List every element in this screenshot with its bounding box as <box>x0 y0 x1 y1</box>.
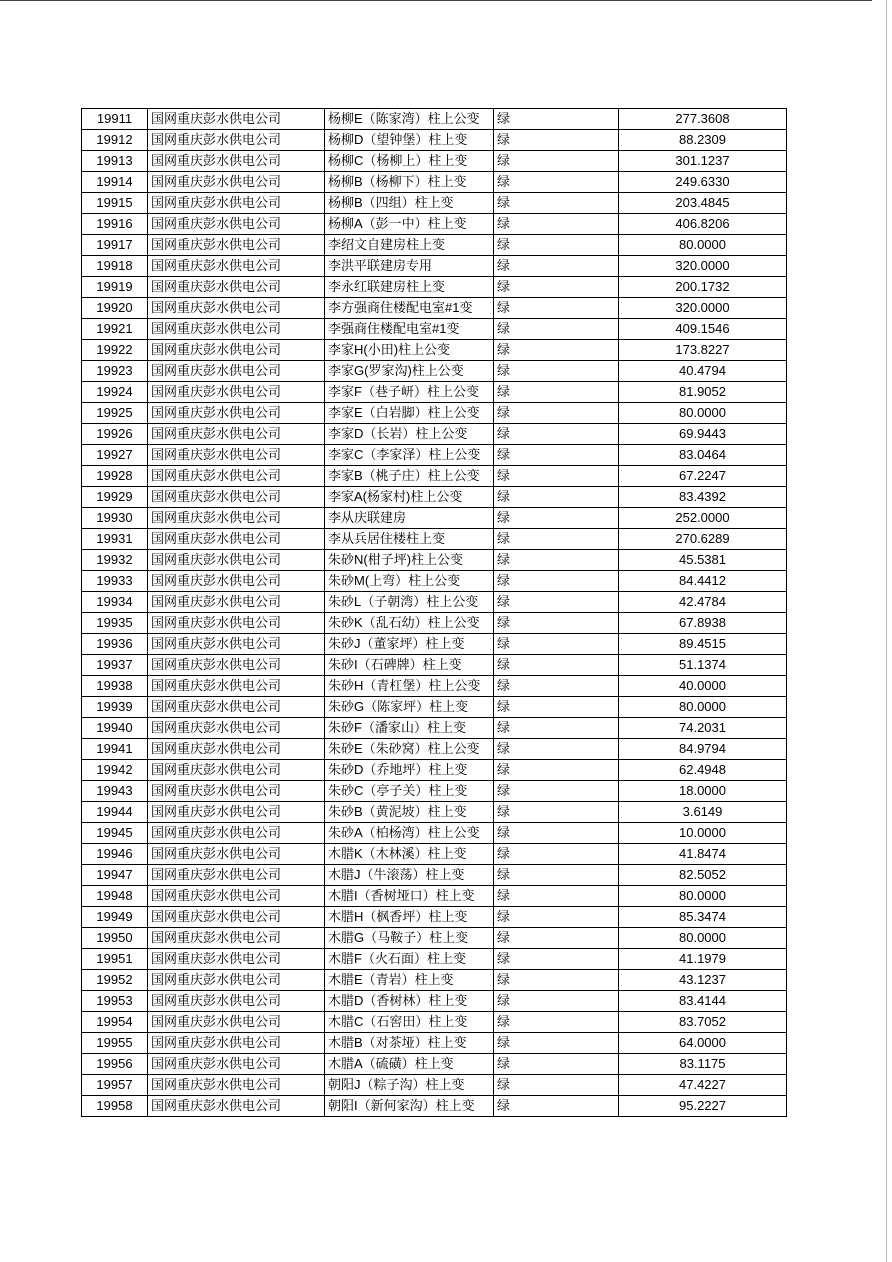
label-color: 绿 <box>494 529 619 550</box>
row-id: 19926 <box>82 424 148 445</box>
row-id: 19930 <box>82 508 148 529</box>
company-name: 国网重庆彭水供电公司 <box>148 235 325 256</box>
capacity-value: 83.7052 <box>619 1012 787 1033</box>
row-id: 19923 <box>82 361 148 382</box>
table-row <box>82 802 787 823</box>
company-name: 国网重庆彭水供电公司 <box>148 319 325 340</box>
table-row <box>82 277 787 298</box>
label-color: 绿 <box>494 886 619 907</box>
label-color: 绿 <box>494 571 619 592</box>
transformer-name: 李家C（李家泽）柱上公变 <box>325 445 494 466</box>
capacity-value: 43.1237 <box>619 970 787 991</box>
row-id: 19922 <box>82 340 148 361</box>
table-row <box>82 256 787 277</box>
company-name: 国网重庆彭水供电公司 <box>148 802 325 823</box>
row-id: 19933 <box>82 571 148 592</box>
label-color: 绿 <box>494 1075 619 1096</box>
label-color: 绿 <box>494 865 619 886</box>
row-id: 19934 <box>82 592 148 613</box>
company-name: 国网重庆彭水供电公司 <box>148 445 325 466</box>
transformer-name: 李洪平联建房专用 <box>325 256 494 277</box>
row-id: 19940 <box>82 718 148 739</box>
transformer-name: 李家A(杨家村)柱上公变 <box>325 487 494 508</box>
table-row <box>82 592 787 613</box>
table-row <box>82 445 787 466</box>
capacity-value: 81.9052 <box>619 382 787 403</box>
company-name: 国网重庆彭水供电公司 <box>148 844 325 865</box>
company-name: 国网重庆彭水供电公司 <box>148 970 325 991</box>
company-name: 国网重庆彭水供电公司 <box>148 781 325 802</box>
label-color: 绿 <box>494 361 619 382</box>
label-color: 绿 <box>494 1096 619 1117</box>
company-name: 国网重庆彭水供电公司 <box>148 1075 325 1096</box>
row-id: 19947 <box>82 865 148 886</box>
transformer-name: 朱砂D（乔地坪）柱上变 <box>325 760 494 781</box>
label-color: 绿 <box>494 991 619 1012</box>
table-row <box>82 865 787 886</box>
row-id: 19937 <box>82 655 148 676</box>
transformer-name: 杨柳A（彭一中）柱上变 <box>325 214 494 235</box>
company-name: 国网重庆彭水供电公司 <box>148 1033 325 1054</box>
capacity-value: 277.3608 <box>619 109 787 130</box>
table-row <box>82 655 787 676</box>
transformer-name: 朱砂J（董家坪）柱上变 <box>325 634 494 655</box>
company-name: 国网重庆彭水供电公司 <box>148 256 325 277</box>
label-color: 绿 <box>494 907 619 928</box>
company-name: 国网重庆彭水供电公司 <box>148 1096 325 1117</box>
capacity-value: 83.1175 <box>619 1054 787 1075</box>
transformer-name: 木腊F（火石面）柱上变 <box>325 949 494 970</box>
row-id: 19957 <box>82 1075 148 1096</box>
capacity-value: 45.5381 <box>619 550 787 571</box>
row-id: 19951 <box>82 949 148 970</box>
capacity-value: 83.4392 <box>619 487 787 508</box>
row-id: 19956 <box>82 1054 148 1075</box>
label-color: 绿 <box>494 172 619 193</box>
transformer-name: 木腊C（石窖田）柱上变 <box>325 1012 494 1033</box>
label-color: 绿 <box>494 823 619 844</box>
table-row <box>82 193 787 214</box>
capacity-value: 41.1979 <box>619 949 787 970</box>
company-name: 国网重庆彭水供电公司 <box>148 991 325 1012</box>
label-color: 绿 <box>494 109 619 130</box>
transformer-name: 李永红联建房柱上变 <box>325 277 494 298</box>
capacity-value: 252.0000 <box>619 508 787 529</box>
capacity-value: 173.8227 <box>619 340 787 361</box>
row-id: 19938 <box>82 676 148 697</box>
table-row <box>82 571 787 592</box>
capacity-value: 47.4227 <box>619 1075 787 1096</box>
capacity-value: 320.0000 <box>619 298 787 319</box>
row-id: 19932 <box>82 550 148 571</box>
row-id: 19955 <box>82 1033 148 1054</box>
label-color: 绿 <box>494 487 619 508</box>
row-id: 19915 <box>82 193 148 214</box>
company-name: 国网重庆彭水供电公司 <box>148 949 325 970</box>
transformer-name: 木腊J（牛滚荡）柱上变 <box>325 865 494 886</box>
row-id: 19911 <box>82 109 148 130</box>
company-name: 国网重庆彭水供电公司 <box>148 634 325 655</box>
transformer-name: 朝阳I（新何家沟）柱上变 <box>325 1096 494 1117</box>
table-row <box>82 550 787 571</box>
row-id: 19943 <box>82 781 148 802</box>
row-id: 19928 <box>82 466 148 487</box>
capacity-value: 51.1374 <box>619 655 787 676</box>
company-name: 国网重庆彭水供电公司 <box>148 1054 325 1075</box>
transformer-name: 李家D（长岩）柱上公变 <box>325 424 494 445</box>
transformer-name: 木腊K（木林溪）柱上变 <box>325 844 494 865</box>
transformer-name: 朱砂E（朱砂窝）柱上公变 <box>325 739 494 760</box>
company-name: 国网重庆彭水供电公司 <box>148 172 325 193</box>
row-id: 19949 <box>82 907 148 928</box>
transformer-name: 朱砂G（陈家坪）柱上变 <box>325 697 494 718</box>
capacity-value: 67.8938 <box>619 613 787 634</box>
capacity-value: 89.4515 <box>619 634 787 655</box>
company-name: 国网重庆彭水供电公司 <box>148 340 325 361</box>
company-name: 国网重庆彭水供电公司 <box>148 571 325 592</box>
company-name: 国网重庆彭水供电公司 <box>148 130 325 151</box>
transformer-name: 朱砂H（青杠堡）柱上公变 <box>325 676 494 697</box>
label-color: 绿 <box>494 151 619 172</box>
company-name: 国网重庆彭水供电公司 <box>148 214 325 235</box>
capacity-value: 41.8474 <box>619 844 787 865</box>
row-id: 19924 <box>82 382 148 403</box>
label-color: 绿 <box>494 193 619 214</box>
transformer-name: 李从庆联建房 <box>325 508 494 529</box>
table-row <box>82 382 787 403</box>
row-id: 19948 <box>82 886 148 907</box>
label-color: 绿 <box>494 739 619 760</box>
label-color: 绿 <box>494 676 619 697</box>
label-color: 绿 <box>494 340 619 361</box>
row-id: 19935 <box>82 613 148 634</box>
transformer-name: 朱砂F（潘家山）柱上变 <box>325 718 494 739</box>
table-row <box>82 697 787 718</box>
company-name: 国网重庆彭水供电公司 <box>148 613 325 634</box>
company-name: 国网重庆彭水供电公司 <box>148 109 325 130</box>
capacity-value: 10.0000 <box>619 823 787 844</box>
label-color: 绿 <box>494 613 619 634</box>
label-color: 绿 <box>494 508 619 529</box>
row-id: 19919 <box>82 277 148 298</box>
table-row <box>82 298 787 319</box>
company-name: 国网重庆彭水供电公司 <box>148 760 325 781</box>
transformer-name: 李从兵居住楼柱上变 <box>325 529 494 550</box>
capacity-value: 69.9443 <box>619 424 787 445</box>
row-id: 19936 <box>82 634 148 655</box>
label-color: 绿 <box>494 844 619 865</box>
transformer-name: 朱砂I（石碑牌）柱上变 <box>325 655 494 676</box>
capacity-value: 95.2227 <box>619 1096 787 1117</box>
company-name: 国网重庆彭水供电公司 <box>148 823 325 844</box>
transformer-name: 杨柳E（陈家湾）柱上公变 <box>325 109 494 130</box>
table-row <box>82 151 787 172</box>
company-name: 国网重庆彭水供电公司 <box>148 424 325 445</box>
table-row <box>82 1096 787 1117</box>
table-row <box>82 823 787 844</box>
row-id: 19939 <box>82 697 148 718</box>
capacity-value: 88.2309 <box>619 130 787 151</box>
company-name: 国网重庆彭水供电公司 <box>148 382 325 403</box>
company-name: 国网重庆彭水供电公司 <box>148 151 325 172</box>
table-row <box>82 340 787 361</box>
transformer-name: 李绍文自建房柱上变 <box>325 235 494 256</box>
row-id: 19914 <box>82 172 148 193</box>
table-row <box>82 907 787 928</box>
capacity-value: 85.3474 <box>619 907 787 928</box>
capacity-value: 270.6289 <box>619 529 787 550</box>
label-color: 绿 <box>494 1033 619 1054</box>
label-color: 绿 <box>494 970 619 991</box>
company-name: 国网重庆彭水供电公司 <box>148 1012 325 1033</box>
label-color: 绿 <box>494 235 619 256</box>
capacity-value: 83.0464 <box>619 445 787 466</box>
label-color: 绿 <box>494 130 619 151</box>
company-name: 国网重庆彭水供电公司 <box>148 361 325 382</box>
transformer-name: 朱砂A（柏杨湾）柱上公变 <box>325 823 494 844</box>
row-id: 19954 <box>82 1012 148 1033</box>
transformer-name: 李家B（桃子庄）柱上公变 <box>325 466 494 487</box>
company-name: 国网重庆彭水供电公司 <box>148 907 325 928</box>
table-row <box>82 1033 787 1054</box>
transformer-name: 李家G(罗家沟)柱上公变 <box>325 361 494 382</box>
transformer-name: 李方强商住楼配电室#1变 <box>325 298 494 319</box>
transformer-name: 李家H(小田)柱上公变 <box>325 340 494 361</box>
capacity-value: 74.2031 <box>619 718 787 739</box>
capacity-value: 80.0000 <box>619 235 787 256</box>
table-row <box>82 508 787 529</box>
label-color: 绿 <box>494 256 619 277</box>
label-color: 绿 <box>494 1054 619 1075</box>
label-color: 绿 <box>494 697 619 718</box>
row-id: 19929 <box>82 487 148 508</box>
capacity-value: 409.1546 <box>619 319 787 340</box>
capacity-value: 200.1732 <box>619 277 787 298</box>
capacity-value: 3.6149 <box>619 802 787 823</box>
capacity-value: 40.0000 <box>619 676 787 697</box>
table-row <box>82 886 787 907</box>
table-body <box>82 109 787 1117</box>
transformer-name: 朱砂B（黄泥坡）柱上变 <box>325 802 494 823</box>
page-right-edge <box>886 0 887 1262</box>
label-color: 绿 <box>494 802 619 823</box>
transformer-name: 李家E（白岩脚）柱上公变 <box>325 403 494 424</box>
label-color: 绿 <box>494 445 619 466</box>
company-name: 国网重庆彭水供电公司 <box>148 676 325 697</box>
table-row <box>82 676 787 697</box>
transformer-name: 木腊A（硫磺）柱上变 <box>325 1054 494 1075</box>
table-row <box>82 739 787 760</box>
capacity-value: 80.0000 <box>619 403 787 424</box>
capacity-value: 42.4784 <box>619 592 787 613</box>
company-name: 国网重庆彭水供电公司 <box>148 697 325 718</box>
company-name: 国网重庆彭水供电公司 <box>148 739 325 760</box>
transformer-name: 木腊H（枫香坪）柱上变 <box>325 907 494 928</box>
transformer-table <box>81 108 787 1117</box>
transformer-name: 木腊E（青岩）柱上变 <box>325 970 494 991</box>
table-row <box>82 130 787 151</box>
label-color: 绿 <box>494 760 619 781</box>
company-name: 国网重庆彭水供电公司 <box>148 277 325 298</box>
transformer-name: 朝阳J（粽子沟）柱上变 <box>325 1075 494 1096</box>
label-color: 绿 <box>494 634 619 655</box>
row-id: 19945 <box>82 823 148 844</box>
transformer-name: 木腊D（香树林）柱上变 <box>325 991 494 1012</box>
table-row <box>82 781 787 802</box>
table-row <box>82 529 787 550</box>
label-color: 绿 <box>494 592 619 613</box>
capacity-value: 249.6330 <box>619 172 787 193</box>
label-color: 绿 <box>494 403 619 424</box>
table-row <box>82 361 787 382</box>
transformer-name: 朱砂K（乱石幼）柱上公变 <box>325 613 494 634</box>
label-color: 绿 <box>494 1012 619 1033</box>
company-name: 国网重庆彭水供电公司 <box>148 298 325 319</box>
company-name: 国网重庆彭水供电公司 <box>148 550 325 571</box>
label-color: 绿 <box>494 382 619 403</box>
label-color: 绿 <box>494 655 619 676</box>
company-name: 国网重庆彭水供电公司 <box>148 508 325 529</box>
label-color: 绿 <box>494 214 619 235</box>
table-row <box>82 319 787 340</box>
company-name: 国网重庆彭水供电公司 <box>148 865 325 886</box>
table-row <box>82 235 787 256</box>
row-id: 19917 <box>82 235 148 256</box>
transformer-name: 木腊I（香树垭口）柱上变 <box>325 886 494 907</box>
capacity-value: 80.0000 <box>619 886 787 907</box>
row-id: 19941 <box>82 739 148 760</box>
row-id: 19927 <box>82 445 148 466</box>
transformer-name: 木腊B（对茶垭）柱上变 <box>325 1033 494 1054</box>
transformer-name: 朱砂N(柑子坪)柱上公变 <box>325 550 494 571</box>
table-row <box>82 109 787 130</box>
label-color: 绿 <box>494 466 619 487</box>
capacity-value: 84.9794 <box>619 739 787 760</box>
table-row <box>82 1075 787 1096</box>
label-color: 绿 <box>494 781 619 802</box>
row-id: 19920 <box>82 298 148 319</box>
capacity-value: 83.4144 <box>619 991 787 1012</box>
row-id: 19953 <box>82 991 148 1012</box>
capacity-value: 40.4794 <box>619 361 787 382</box>
capacity-value: 80.0000 <box>619 928 787 949</box>
table-row <box>82 970 787 991</box>
transformer-name: 杨柳D（望钟堡）柱上变 <box>325 130 494 151</box>
table-row <box>82 1012 787 1033</box>
row-id: 19931 <box>82 529 148 550</box>
page-top-border <box>0 0 872 1</box>
capacity-value: 64.0000 <box>619 1033 787 1054</box>
label-color: 绿 <box>494 928 619 949</box>
table-row <box>82 1054 787 1075</box>
label-color: 绿 <box>494 550 619 571</box>
table-row <box>82 634 787 655</box>
row-id: 19912 <box>82 130 148 151</box>
row-id: 19944 <box>82 802 148 823</box>
company-name: 国网重庆彭水供电公司 <box>148 403 325 424</box>
row-id: 19950 <box>82 928 148 949</box>
transformer-name: 朱砂C（亭子关）柱上变 <box>325 781 494 802</box>
label-color: 绿 <box>494 319 619 340</box>
table-row <box>82 928 787 949</box>
capacity-value: 80.0000 <box>619 697 787 718</box>
row-id: 19925 <box>82 403 148 424</box>
transformer-name: 杨柳C（杨柳上）柱上变 <box>325 151 494 172</box>
table-row <box>82 214 787 235</box>
transformer-name: 李强商住楼配电室#1变 <box>325 319 494 340</box>
capacity-value: 301.1237 <box>619 151 787 172</box>
capacity-value: 203.4845 <box>619 193 787 214</box>
table-row <box>82 844 787 865</box>
company-name: 国网重庆彭水供电公司 <box>148 529 325 550</box>
row-id: 19921 <box>82 319 148 340</box>
row-id: 19942 <box>82 760 148 781</box>
company-name: 国网重庆彭水供电公司 <box>148 592 325 613</box>
row-id: 19952 <box>82 970 148 991</box>
company-name: 国网重庆彭水供电公司 <box>148 193 325 214</box>
capacity-value: 62.4948 <box>619 760 787 781</box>
table-row <box>82 991 787 1012</box>
capacity-value: 82.5052 <box>619 865 787 886</box>
table-row <box>82 760 787 781</box>
table-row <box>82 613 787 634</box>
table-row <box>82 424 787 445</box>
row-id: 19918 <box>82 256 148 277</box>
label-color: 绿 <box>494 949 619 970</box>
label-color: 绿 <box>494 424 619 445</box>
capacity-value: 320.0000 <box>619 256 787 277</box>
row-id: 19958 <box>82 1096 148 1117</box>
capacity-value: 67.2247 <box>619 466 787 487</box>
company-name: 国网重庆彭水供电公司 <box>148 487 325 508</box>
transformer-name: 杨柳B（杨柳下）柱上变 <box>325 172 494 193</box>
capacity-value: 18.0000 <box>619 781 787 802</box>
row-id: 19916 <box>82 214 148 235</box>
transformer-name: 朱砂M(上弯）柱上公变 <box>325 571 494 592</box>
company-name: 国网重庆彭水供电公司 <box>148 886 325 907</box>
table-row <box>82 466 787 487</box>
transformer-name: 杨柳B（四组）柱上变 <box>325 193 494 214</box>
transformer-name: 木腊G（马鞍子）柱上变 <box>325 928 494 949</box>
company-name: 国网重庆彭水供电公司 <box>148 655 325 676</box>
table-row <box>82 949 787 970</box>
label-color: 绿 <box>494 298 619 319</box>
company-name: 国网重庆彭水供电公司 <box>148 928 325 949</box>
row-id: 19946 <box>82 844 148 865</box>
row-id: 19913 <box>82 151 148 172</box>
company-name: 国网重庆彭水供电公司 <box>148 718 325 739</box>
table-row <box>82 172 787 193</box>
table-row <box>82 403 787 424</box>
table-row <box>82 718 787 739</box>
label-color: 绿 <box>494 718 619 739</box>
company-name: 国网重庆彭水供电公司 <box>148 466 325 487</box>
table-row <box>82 487 787 508</box>
transformer-name: 朱砂L（子朝湾）柱上公变 <box>325 592 494 613</box>
label-color: 绿 <box>494 277 619 298</box>
transformer-name: 李家F（巷子岍）柱上公变 <box>325 382 494 403</box>
capacity-value: 406.8206 <box>619 214 787 235</box>
capacity-value: 84.4412 <box>619 571 787 592</box>
